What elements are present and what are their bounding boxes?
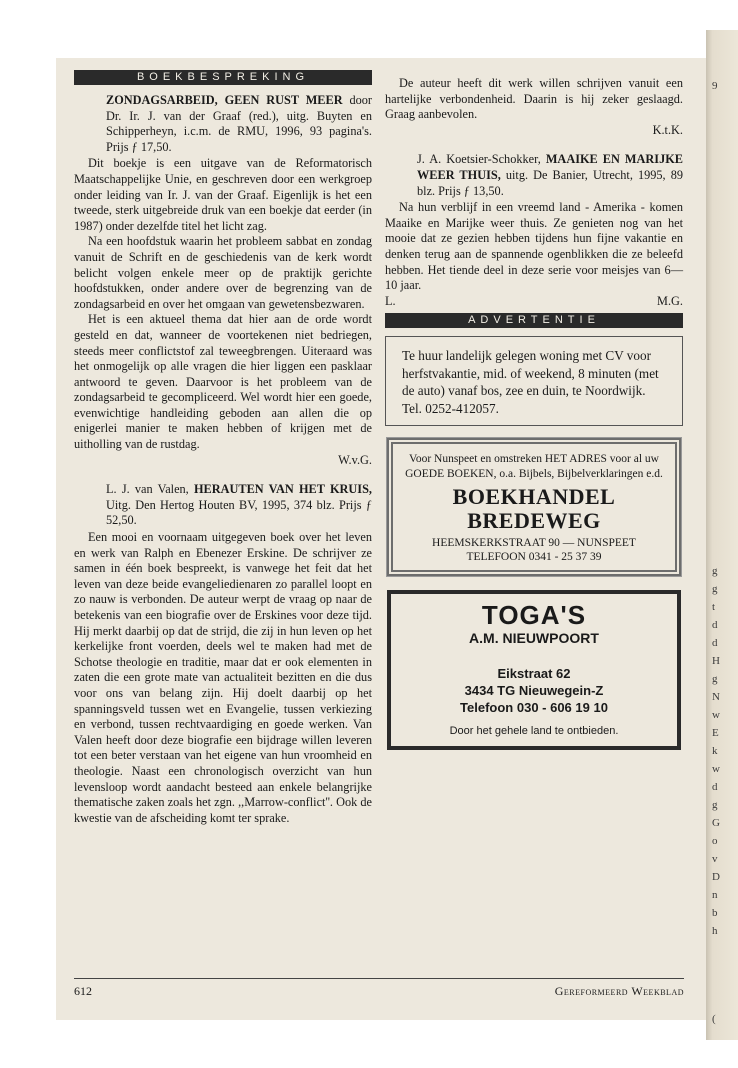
review-title: ZONDAGSARBEID, GEEN RUST MEER: [106, 93, 343, 107]
next-page-fragment: g: [712, 673, 718, 685]
togas-phone: Telefoon 030 - 606 19 10: [460, 700, 608, 716]
page-number: 612: [74, 984, 92, 998]
next-page-fragment: (: [712, 1013, 716, 1025]
next-page-fragment: g: [712, 565, 718, 577]
review-signature-row: [74, 453, 372, 469]
next-page-fragment: g: [712, 583, 718, 595]
review-paragraph: Dit boekje is een uitgave van de Reformatorisch Maatschappelijke Unie, en geschreven door een werkgroep onder leiding van Ir. J. van der Graaf. Eigenlijk is het een tweede, sterk uitgebreide druk van een boekje dat eerder (in 1987) onder dezelfde titel het licht zag.: [74, 156, 372, 233]
review-title: MAAIKE EN MARIJKE WEER THUIS,: [417, 152, 684, 182]
next-page-fragment: b: [712, 907, 718, 919]
next-page-fragment: n: [712, 889, 718, 901]
next-page-fragment: d: [712, 781, 718, 793]
next-page-fragment: E: [712, 727, 719, 739]
review-paragraph: Na hun verblijf in een vreemd land - Amerika - komen Maaike en Marijke weer thuis. Ze genieten nog van het mooie dat ze gezien hebben tijdens hun fijne vakantie en denken terug aan de spannende ogenblikken die ze beleefd hebben. Het tiende deel in deze serie voor meisjes van 6—10 jaar.: [385, 200, 683, 293]
next-page-fragment: v: [712, 853, 718, 865]
rental-advertisement: Te huur landelijk gelegen woning met CV voor herfstvakantie, mid. of weekend, 8 minuten (met de auto) vanaf bos, zee en duin, te Noordwijk. Tel. 0252-412057.: [385, 336, 683, 426]
review-signature-row: [385, 294, 683, 310]
bookshop-name: BREDEWEG: [467, 508, 601, 534]
review-signature: W.v.G.: [338, 452, 372, 467]
review-heading: [74, 93, 372, 155]
section-header-advertisement: ADVERTENTIE: [385, 313, 683, 328]
togas-advertisement: [387, 590, 681, 750]
review-heading: [385, 152, 683, 199]
next-page-fragment: w: [712, 709, 720, 721]
next-page-fragment: d: [712, 619, 718, 631]
bookshop-advertisement: [387, 438, 681, 576]
next-page-fragment: H: [712, 655, 720, 667]
next-page-fragment: 9: [712, 80, 718, 92]
next-page-fragment: h: [712, 925, 718, 937]
bookshop-address: HEEMSKERKSTRAAT 90 — NUNSPEET: [432, 537, 636, 550]
review-author: L. J. van Valen,: [106, 482, 194, 497]
next-page-fragment: d: [712, 637, 718, 649]
next-page-fragment: k: [712, 745, 718, 757]
next-page-fragment: D: [712, 871, 720, 883]
review-paragraph: Een mooi en voornaam uitgegeven boek over het leven en werk van Ralph en Ebenezer Erskine. De schrijver ze samen in één boek bespreekt, is vanwege het feit dat het leven van deze beide evangeliedienaren zo parallel loopt en zo nauw is verbonden. De auteur werpt de vraag op naar de betekenis van een biografie over de Erskines voor deze tijd. Hij merkt daarbij op dat de strijd, die zij in hun leven op het kerkelijke front voerden, deels wel te maken had met de Schotse theologie en traditie, maar dat er ook elementen in zaten die een grote mate van actualiteit bezitten en die dus voor ons van belang zijn. Hij doelt daarbij op het spanningsveld tussen wet en Evangelie, tussen verkiezing en verbond, tussen rechtvaardiging en goede werken. Van Valen heeft door deze biografie een bijdrage willen leveren tot een beter verstaan van het eigene van hun vroomheid en theologie. Naast een chronologisch overzicht van hun levensloop wordt aandacht besteed aan enkele belangrijke thematische zaken zoals het zgn. ,,Marrow-conflict''. Ook de kwestie van de afscheiding komt ter sprake.: [74, 530, 372, 825]
review-meta: uitg. De Banier, Utrecht, 1995, 89 blz. Prijs ƒ 13,50.: [417, 167, 683, 198]
next-page-fragment: t: [712, 601, 716, 613]
review-signature-row: [385, 123, 683, 139]
page-footer: [74, 984, 684, 999]
publication-name: Gereformeerd Weekblad: [554, 984, 684, 998]
section-header-review: BOEKBESPREKING: [74, 70, 372, 85]
bookshop-name: BOEKHANDEL: [452, 484, 616, 510]
next-page-fragment: w: [712, 763, 720, 775]
togas-owner: A.M. NIEUWPOORT: [469, 630, 599, 647]
left-column: [74, 70, 372, 826]
review-paragraph: Het is een aktueel thema dat hier aan de orde wordt gesteld en dat, wanneer de voortekenen niet bedriegen, steeds meer conflictstof zal teweegbrengen. Uiteraard was het onmogelijk op alle vragen die hier liggen een pasklaar antwoord te geven. Daarvoor is het probleem van de zondagsarbeid te gecompliceerd. Wel wordt hier een goede, evenwichtige handleiding geboden aan allen die op enigerlei manier te maken hebben of krijgen met de uitholling van de rustdag.: [74, 312, 372, 452]
next-page-fragment: G: [712, 817, 720, 829]
review-heading: [74, 482, 372, 529]
review-meta: Uitg. Den Hertog Houten BV, 1995, 374 blz. Prijs ƒ 52,50.: [106, 497, 372, 528]
togas-city: 3434 TG Nieuwegein-Z: [464, 683, 604, 699]
next-page-fragment: o: [712, 835, 718, 847]
review-signature: K.t.K.: [652, 122, 683, 137]
next-page-edge: [706, 30, 738, 1040]
review-meta: door Dr. Ir. J. van der Graaf (red.), uitg. Buyten en Schipperheyn, i.c.m. de RMU, 1996, 93 pagina's. Prijs ƒ 17,50.: [106, 93, 372, 154]
review-title: HERAUTEN VAN HET KRUIS,: [193, 482, 372, 497]
review-signature: M.G.: [657, 293, 683, 308]
review-initial: L.: [385, 293, 396, 308]
right-column: [385, 76, 683, 750]
review-paragraph: De auteur heeft dit werk willen schrijven vanuit een hartelijke verbondenheid. Daarin is hij zeker geslaagd. Graag aanbevolen.: [385, 76, 683, 122]
next-page-fragment: N: [712, 691, 720, 703]
footer-divider: [74, 978, 684, 979]
review-paragraph: Na een hoofdstuk waarin het probleem sabbat en zondag vanuit de Schrift en de geschiedenis van de kerk wordt belicht volgen enkele meer op de praktijk gerichte hoofdstukken, onder andere over de begrenzing van de zondagsarbeid en over het omgaan van gewetensbezwaren.: [74, 234, 372, 311]
togas-street: Eikstraat 62: [497, 666, 571, 682]
next-page-fragment: g: [712, 799, 718, 811]
bookshop-intro: Voor Nunspeet en omstreken HET ADRES voor al uw GOEDE BOEKEN, o.a. Bijbels, Bijbelverklaringen e.d.: [405, 453, 663, 480]
togas-name: TOGA'S: [481, 600, 587, 631]
review-author: J. A. Koetsier-Schokker,: [417, 152, 546, 167]
bookshop-phone: TELEFOON 0341 - 25 37 39: [466, 551, 602, 564]
togas-tagline: Door het gehele land te ontbieden.: [449, 725, 619, 738]
